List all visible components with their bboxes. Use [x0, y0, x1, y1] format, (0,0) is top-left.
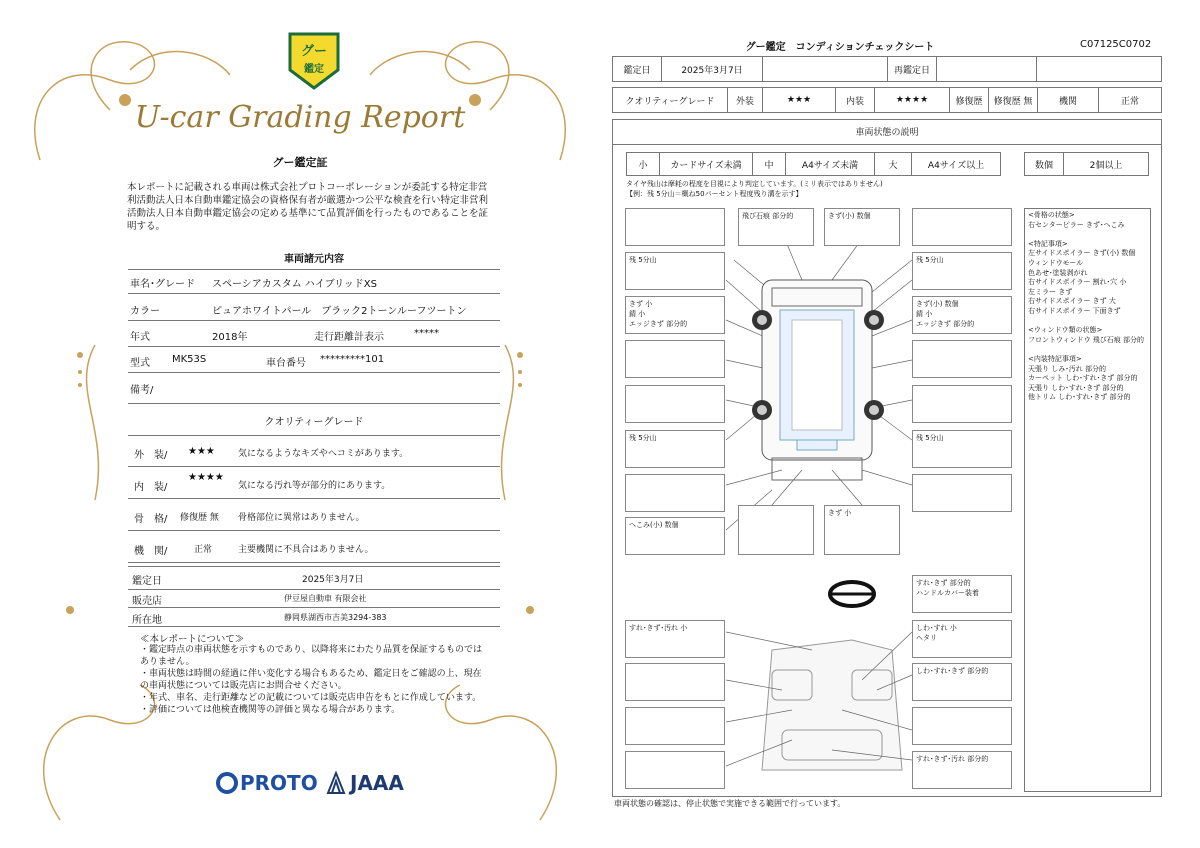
int-box	[912, 707, 1012, 745]
interior-label: 内装	[835, 87, 875, 113]
appraisal-value: 2025年3月7日	[302, 575, 364, 585]
quality-value: 修復歴 無	[180, 513, 219, 523]
spec-value: スペーシアカスタム ハイブリッドXS	[212, 279, 377, 290]
legend-small: 小	[626, 152, 660, 176]
appraisal-row-dealer	[128, 589, 500, 608]
spec-label: 車名･グレード	[130, 279, 195, 290]
quality-row-interior	[128, 467, 500, 499]
goo-badge-logo: グー 鑑定	[286, 30, 342, 92]
ext-box	[912, 385, 1012, 423]
specs-title: 車両諸元内容	[284, 254, 344, 265]
sheet-code: C07125C0702	[1080, 39, 1152, 50]
ext-left-mid: きず 小 錆 小 エッジきず 部分的	[625, 296, 725, 334]
tire-note: タイヤ残山は摩耗の程度を目視により判定しています。(ミリ表示ではありません) 【例：残 5分山＝概ね50パーセント程度残り溝を示す】	[626, 180, 883, 198]
legend-small-desc: カードサイズ未満	[659, 152, 753, 176]
spec-row-year	[128, 321, 500, 347]
date-label: 鑑定日	[612, 56, 662, 82]
quality-label: 内 装/	[134, 482, 168, 493]
spec-label: 車台番号	[266, 358, 306, 369]
spec-row-color	[128, 294, 500, 321]
legend-mid: 中	[752, 152, 786, 176]
appraisal-row-date	[128, 566, 500, 590]
engine-label: 機関	[1037, 87, 1099, 113]
intro-text: 本レポートに記載される車両は株式会社プロトコーポレーションが委託する特定非営利活動法人日本自動車鑑定協会の資格保有者が厳選かつ公平な検査を行い特定非営利活動法人日本自動車鑑定協会の定める基準にて品質評価を行ったものであることを証明する。	[127, 182, 489, 232]
ext-box	[912, 208, 1012, 246]
ext-box	[625, 340, 725, 378]
appraisal-value: 静岡県湖西市吉美3294-383	[284, 613, 387, 622]
about-list	[140, 644, 490, 716]
spec-label: カラー	[130, 306, 160, 317]
appraisal-row-address	[128, 608, 500, 627]
appraisal-label: 販売店	[132, 596, 162, 607]
ext-left-bottom: へこみ(小) 数個	[625, 517, 725, 555]
jaaa-logo: JAAA	[326, 770, 404, 796]
quality-row-frame	[128, 499, 500, 531]
ext-right-mid: きず(小) 数個 錆 小 エッジきず 部分的	[912, 296, 1012, 334]
spec-value: 2018年	[212, 332, 248, 343]
int-steering: すれ･きず 部分的 ハンドルカバー装着	[912, 575, 1012, 613]
exterior-stars: ★★★	[762, 87, 836, 113]
quality-row-engine	[128, 531, 500, 563]
about-item: ・評価については他検査機関等の評価と異なる場合があります。	[140, 705, 401, 715]
spec-label: 備考/	[130, 385, 154, 396]
empty-cell	[762, 56, 888, 82]
spec-row-name	[128, 269, 500, 294]
tire-front-left: 残 5分山	[625, 252, 725, 290]
exterior-label: 外装	[727, 87, 763, 113]
quality-text: 気になるようなキズやヘコミがあります。	[238, 449, 409, 459]
spec-label: 型式	[130, 358, 150, 369]
quality-label: 骨 格/	[134, 514, 168, 525]
tire-rear-left: 残 5分山	[625, 430, 725, 468]
int-right-bottom: すれ･きず･汚れ 部分的	[912, 751, 1012, 789]
quality-text: 主要機関に不具合はありません。	[238, 545, 374, 555]
tire-front-right: 残 5分山	[912, 252, 1012, 290]
ext-box	[625, 474, 725, 512]
spec-value: *****	[414, 328, 439, 339]
ext-bottom-rear: きず 小	[824, 505, 900, 555]
ext-box	[738, 505, 814, 555]
int-box	[625, 707, 725, 745]
legend-large: 大	[874, 152, 912, 176]
legend-large-desc: A4サイズ以上	[911, 152, 1001, 176]
legend-count: 数個	[1024, 152, 1064, 176]
about-item: ・鑑定時点の車両状態を示すものであり、以降将来にわたり品質を保証するものではありません。	[140, 645, 483, 667]
repair-label: 修復歴	[949, 87, 989, 113]
quality-title: クオリティーグレード	[264, 417, 364, 428]
quality-row-exterior	[128, 435, 500, 467]
ext-box	[912, 474, 1012, 512]
engine-value: 正常	[1098, 87, 1162, 113]
interior-stars: ★★★★	[874, 87, 950, 113]
int-box	[625, 663, 725, 701]
ext-top-front: 飛び石痕 部分的	[738, 208, 814, 246]
sheet-title: グー鑑定 コンディションチェックシート	[745, 42, 935, 53]
reappraisal-label: 再鑑定日	[887, 56, 937, 82]
spec-value: MK53S	[172, 354, 207, 365]
spec-row-model	[128, 347, 500, 373]
exterior-star-rating: ★★★	[188, 446, 215, 457]
quality-label: 外 装/	[134, 450, 168, 461]
date-value: 2025年3月7日	[661, 56, 763, 82]
about-item: ・車両状態は時間の経過に伴い変化する場合もあるため、鑑定日をご確認の上、現在の車両状態については販売店にお問合せください。	[140, 669, 482, 691]
int-box	[625, 751, 725, 789]
ext-box	[912, 340, 1012, 378]
appraisal-label: 所在地	[132, 615, 162, 626]
section-title: 車両状態の説明	[612, 119, 1162, 145]
footer-note: 車両状態の確認は、停止状態で実施できる範囲で行っています。	[614, 799, 846, 808]
ext-top-roof: きず(小) 数個	[824, 208, 900, 246]
appraisal-value: 伊豆屋自動車 有限会社	[284, 594, 367, 603]
appraisal-label: 鑑定日	[132, 576, 162, 587]
spec-value: *********101	[320, 354, 385, 365]
legend-count-desc: 2個以上	[1063, 152, 1149, 176]
certificate-title: グー鑑定証	[272, 156, 328, 169]
spec-value: ピュアホワイトパール ブラック2トーンルーフツートン	[212, 306, 467, 317]
repair-value: 修復歴 無	[988, 87, 1038, 113]
interior-star-rating: ★★★★	[188, 472, 224, 483]
about-title: ≪本レポートについて≫	[140, 634, 245, 645]
spec-label: 年式	[130, 332, 150, 343]
ext-box	[625, 208, 725, 246]
notes-text: <骨格の状態> 右センターピラー きず･へこみ <特記事項> 左サイドスポイラー きず(小) 数個 ウィンドウモール 色あせ･塗装剥がれ 右サイドスポイラー 割れ･穴 小 左ミラー きず 右サイドスポイラー きず 大 右サイドスポイラー 下面きず <ウィンドウ類の状態> フロントウィンドウ 飛び石痕 部分的 <内装特記事項> 天張り しみ･汚れ 部分的 カーペット しわ･すれ･きず 部分的 天張り しわ･すれ･きず 部分的 他トリム しわ･すれ･きず 部分的	[1028, 211, 1145, 402]
spec-label: 走行距離計表示	[314, 332, 384, 343]
quality-text: 気になる汚れ等が部分的にあります。	[238, 481, 391, 491]
int-left-top: すれ･きず･汚れ 小	[625, 620, 725, 658]
about-item: ・年式、車名、走行距離などの記載については販売店申告をもとに作成しています。	[140, 693, 482, 703]
tire-rear-right: 残 5分山	[912, 430, 1012, 468]
grade-label: クオリティーグレード	[612, 87, 728, 113]
reappraisal-value	[936, 56, 1037, 82]
int-right-2: しわ･すれ･きず 部分的	[912, 663, 1012, 701]
quality-text: 骨格部位に異常はありません。	[238, 513, 365, 523]
spec-row-remarks	[128, 373, 500, 404]
quality-label: 機 関/	[134, 546, 168, 557]
proto-logo: PROTO	[216, 770, 318, 796]
report-title: U-car Grading Report	[134, 100, 466, 135]
legend-mid-desc: A4サイズ未満	[785, 152, 875, 176]
int-right-1: しわ･すれ 小 ヘタリ	[912, 620, 1012, 658]
quality-value: 正常	[194, 545, 213, 555]
ext-box	[625, 385, 725, 423]
